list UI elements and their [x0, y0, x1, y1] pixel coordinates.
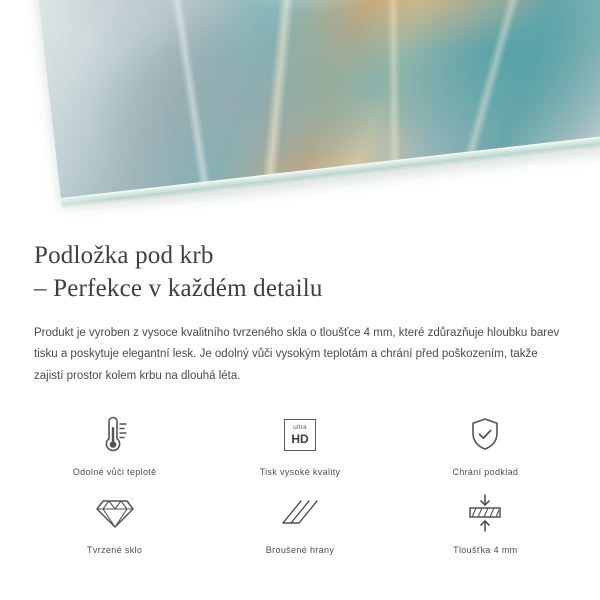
feature-item-protection — [393, 413, 578, 477]
feature-item-temperature — [22, 413, 207, 477]
hero-image-inner — [0, 0, 600, 222]
feature-item-thickness — [393, 491, 578, 555]
thickness-arrows-icon — [464, 491, 506, 535]
feature-label: Chrání podklad — [452, 466, 519, 477]
diamond-icon — [95, 491, 135, 535]
glass-panel — [32, 0, 600, 208]
feature-item-polished-edges — [207, 491, 392, 555]
shield-check-icon — [467, 413, 503, 457]
polished-edges-icon — [279, 491, 321, 535]
ultra-hd-badge-bottom: HD — [291, 431, 309, 446]
feature-grid — [0, 413, 600, 555]
ultra-hd-badge-top: ultra — [293, 424, 307, 432]
ultra-hd-icon — [284, 413, 316, 457]
feature-item-print-quality — [207, 413, 392, 477]
headline-line-1: Podložka pod krb — [34, 242, 214, 269]
headline-line-2: – Perfekce v každém detailu — [34, 274, 323, 302]
ultra-hd-badge — [284, 419, 316, 451]
feature-label: Tisk vysoké kvality — [259, 466, 341, 477]
feature-label: Tloušťka 4 mm — [453, 544, 518, 555]
page-title — [34, 240, 566, 305]
feature-item-tempered-glass — [22, 491, 207, 555]
feature-label: Broušené hrany — [265, 544, 335, 555]
hero-bottom-fade — [0, 198, 600, 222]
thermometer-icon — [96, 413, 134, 457]
hero-image — [0, 0, 600, 222]
text-content — [0, 222, 600, 387]
feature-label: Odolné vůči teplotě — [72, 466, 157, 477]
feature-label: Tvrzené sklo — [87, 544, 143, 555]
description-paragraph: Produkt je vyroben z vysoce kvalitního tvrzeného skla o tloušťce 4 mm, které zdůrazňuje hloubku barev tisku a poskytuje elegantní lesk. Je odolný vůči vysokým teplotám a chrání před poškozením, takže zajistí prostor kolem krbu na dlouhá léta. — [34, 327, 560, 382]
